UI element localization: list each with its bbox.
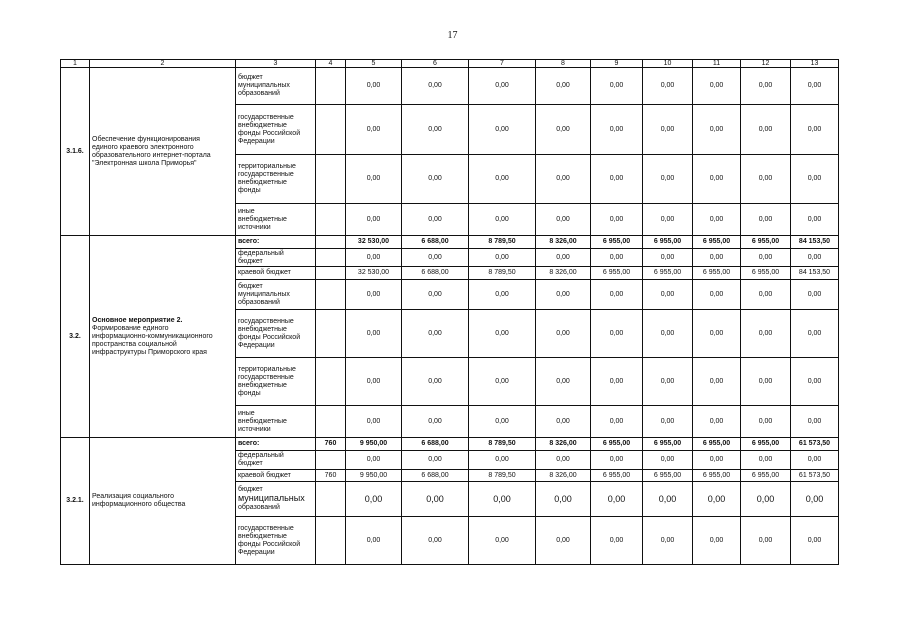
year-value: 0,00 — [741, 68, 791, 105]
funding-source — [236, 482, 316, 517]
column-number: 7 — [469, 60, 536, 68]
year-value: 6 955,00 — [591, 267, 643, 280]
grbs-code — [316, 155, 346, 204]
year-value: 0,00 — [591, 105, 643, 155]
item-name-line: образовательного интернет-портала — [92, 151, 211, 159]
column-number: 11 — [693, 60, 741, 68]
year-value: 0,00 — [402, 482, 469, 517]
year-value: 0,00 — [591, 310, 643, 358]
year-value: 0,00 — [346, 105, 402, 155]
year-value: 0,00 — [536, 249, 591, 267]
funding-source-line: фонды — [238, 187, 261, 194]
year-value: 0,00 — [536, 105, 591, 155]
total-value: 0,00 — [791, 280, 839, 310]
year-value: 0,00 — [469, 310, 536, 358]
year-value: 0,00 — [591, 451, 643, 470]
funding-source — [236, 438, 316, 451]
grbs-code — [316, 451, 346, 470]
funding-source — [236, 236, 316, 249]
year-value: 32 530,00 — [346, 236, 402, 249]
year-value: 6 955,00 — [693, 470, 741, 482]
item-code: 3.2. — [61, 236, 90, 438]
year-value: 0,00 — [693, 204, 741, 236]
year-value: 0,00 — [346, 204, 402, 236]
year-value: 0,00 — [346, 249, 402, 267]
funding-source-line: бюджет — [238, 257, 263, 265]
year-value: 8 789,50 — [469, 236, 536, 249]
item-name-line: Обеспечение функционирования — [92, 135, 200, 143]
funding-source-line: внебюджетные — [238, 325, 287, 333]
total-value: 84 153,50 — [791, 267, 839, 280]
total-value: 0,00 — [791, 68, 839, 105]
year-value: 9 950,00 — [346, 470, 402, 482]
year-value: 0,00 — [536, 482, 591, 517]
funding-source-line: фонды — [238, 389, 261, 397]
year-value: 0,00 — [693, 310, 741, 358]
year-value: 0,00 — [346, 155, 402, 204]
year-value: 0,00 — [346, 482, 402, 517]
year-value: 8 326,00 — [536, 438, 591, 451]
funding-source-line: образований — [238, 504, 280, 511]
year-value: 0,00 — [536, 155, 591, 204]
year-value: 8 326,00 — [536, 267, 591, 280]
total-value: 0,00 — [791, 482, 839, 517]
year-value: 0,00 — [693, 105, 741, 155]
funding-source — [236, 517, 316, 565]
year-value: 0,00 — [346, 68, 402, 105]
year-value: 6 955,00 — [741, 236, 791, 249]
year-value: 0,00 — [591, 249, 643, 267]
year-value: 6 688,00 — [402, 236, 469, 249]
funding-source — [236, 267, 316, 280]
funding-source-line: федеральный — [238, 452, 284, 459]
grbs-code — [316, 406, 346, 438]
funding-source-line: всего: — [238, 238, 260, 245]
year-value: 0,00 — [402, 204, 469, 236]
funding-source-line: внебюджетные — [238, 215, 287, 223]
year-value: 0,00 — [469, 249, 536, 267]
item-name-line: Реализация социального — [92, 493, 174, 500]
year-value: 0,00 — [469, 105, 536, 155]
year-value: 8 326,00 — [536, 470, 591, 482]
page-number: 17 — [447, 30, 458, 41]
column-number: 6 — [402, 60, 469, 68]
year-value: 0,00 — [693, 358, 741, 406]
funding-source-line: источники — [238, 223, 271, 231]
year-value: 8 789,50 — [469, 267, 536, 280]
funding-source-line: источники — [238, 425, 271, 433]
total-value: 0,00 — [791, 105, 839, 155]
year-value: 0,00 — [693, 68, 741, 105]
year-value: 0,00 — [402, 249, 469, 267]
year-value: 0,00 — [402, 155, 469, 204]
year-value: 0,00 — [591, 517, 643, 565]
year-value: 6 688,00 — [402, 267, 469, 280]
total-value: 0,00 — [791, 517, 839, 565]
year-value: 0,00 — [643, 358, 693, 406]
year-value: 0,00 — [643, 249, 693, 267]
item-name-line: единого краевого электронного — [92, 143, 194, 151]
funding-source-line: краевой бюджет — [238, 269, 291, 276]
year-value: 0,00 — [591, 68, 643, 105]
year-value: 0,00 — [469, 68, 536, 105]
funding-source-line: Федерации — [238, 548, 275, 556]
year-value: 0,00 — [741, 358, 791, 406]
year-value: 0,00 — [346, 517, 402, 565]
year-value: 0,00 — [741, 280, 791, 310]
funding-source — [236, 155, 316, 204]
year-value: 0,00 — [346, 358, 402, 406]
year-value: 6 688,00 — [402, 438, 469, 451]
funding-source-line: внебюджетные — [238, 121, 287, 129]
funding-source — [236, 249, 316, 267]
column-number: 3 — [236, 60, 316, 68]
funding-source-line: государственные — [238, 524, 294, 532]
column-number: 13 — [791, 60, 839, 68]
total-value: 0,00 — [791, 451, 839, 470]
column-number: 2 — [90, 60, 236, 68]
year-value: 0,00 — [402, 451, 469, 470]
funding-source-line: образований — [238, 298, 280, 306]
table-row — [61, 68, 839, 105]
item-name — [90, 236, 236, 438]
funding-source-line: муниципальных — [238, 82, 290, 89]
funding-source-line: бюджет — [238, 460, 263, 467]
funding-source-line: образований — [238, 90, 280, 97]
year-value: 0,00 — [536, 204, 591, 236]
grbs-code — [316, 68, 346, 105]
total-value: 0,00 — [791, 155, 839, 204]
total-value: 0,00 — [791, 249, 839, 267]
funding-source-line: иные — [238, 207, 255, 215]
year-value: 6 688,00 — [402, 470, 469, 482]
year-value: 0,00 — [741, 406, 791, 438]
funding-source-line: бюджет — [238, 486, 263, 493]
total-value: 61 573,50 — [791, 438, 839, 451]
year-value: 8 789,50 — [469, 438, 536, 451]
funding-source — [236, 310, 316, 358]
item-name-line: информационно-коммуникационного — [92, 332, 213, 340]
year-value: 6 955,00 — [591, 236, 643, 249]
funding-source-line: государственные — [238, 317, 294, 325]
year-value: 0,00 — [402, 310, 469, 358]
funding-source-line: Федерации — [238, 137, 275, 145]
column-number: 1 — [61, 60, 90, 68]
funding-source-line: бюджет — [238, 74, 263, 81]
year-value: 6 955,00 — [643, 236, 693, 249]
funding-source-line: внебюджетные — [238, 417, 287, 425]
year-value: 0,00 — [469, 451, 536, 470]
column-number: 8 — [536, 60, 591, 68]
year-value: 6 955,00 — [643, 267, 693, 280]
year-value: 0,00 — [402, 68, 469, 105]
funding-source — [236, 105, 316, 155]
funding-source-line: внебюджетные — [238, 532, 287, 540]
year-value: 0,00 — [536, 310, 591, 358]
grbs-code — [316, 105, 346, 155]
year-value: 6 955,00 — [741, 438, 791, 451]
item-name-line: информационного общества — [92, 501, 186, 508]
column-number-row — [61, 60, 839, 68]
table-row — [61, 236, 839, 249]
grbs-code — [316, 267, 346, 280]
year-value: 0,00 — [643, 105, 693, 155]
funding-source-line: внебюджетные — [238, 381, 287, 389]
column-number: 10 — [643, 60, 693, 68]
year-value: 0,00 — [741, 155, 791, 204]
year-value: 0,00 — [741, 204, 791, 236]
table-body — [61, 60, 839, 565]
funding-source-line: муниципальных — [238, 493, 305, 503]
grbs-code — [316, 249, 346, 267]
year-value: 6 955,00 — [693, 236, 741, 249]
funding-source — [236, 451, 316, 470]
year-value: 0,00 — [591, 406, 643, 438]
year-value: 6 955,00 — [741, 267, 791, 280]
year-value: 6 955,00 — [643, 470, 693, 482]
year-value: 0,00 — [469, 155, 536, 204]
year-value: 0,00 — [643, 482, 693, 517]
year-value: 32 530,00 — [346, 267, 402, 280]
table-row — [61, 438, 839, 451]
funding-source — [236, 204, 316, 236]
funding-source-line: муниципальных — [238, 290, 290, 298]
year-value: 0,00 — [741, 482, 791, 517]
year-value: 8 326,00 — [536, 236, 591, 249]
item-name-line: Основное мероприятие 2. — [92, 316, 183, 324]
year-value: 0,00 — [591, 280, 643, 310]
year-value: 0,00 — [346, 280, 402, 310]
funding-source-line: государственные — [238, 373, 294, 381]
year-value: 0,00 — [536, 517, 591, 565]
year-value: 0,00 — [643, 406, 693, 438]
column-number: 9 — [591, 60, 643, 68]
year-value: 6 955,00 — [693, 438, 741, 451]
year-value: 0,00 — [643, 68, 693, 105]
year-value: 0,00 — [469, 482, 536, 517]
year-value: 0,00 — [643, 280, 693, 310]
year-value: 0,00 — [741, 105, 791, 155]
total-value: 0,00 — [791, 358, 839, 406]
grbs-code — [316, 517, 346, 565]
year-value: 0,00 — [346, 310, 402, 358]
funding-source-line: всего: — [238, 440, 260, 447]
year-value: 0,00 — [643, 310, 693, 358]
year-value: 0,00 — [591, 204, 643, 236]
year-value: 0,00 — [693, 451, 741, 470]
year-value: 6 955,00 — [591, 438, 643, 451]
grbs-code — [316, 310, 346, 358]
year-value: 0,00 — [693, 406, 741, 438]
grbs-code: 760 — [316, 470, 346, 482]
grbs-code: 760 — [316, 438, 346, 451]
year-value: 0,00 — [402, 517, 469, 565]
funding-source-line: фонды Российской — [238, 540, 301, 548]
year-value: 0,00 — [346, 451, 402, 470]
year-value: 0,00 — [643, 155, 693, 204]
year-value: 6 955,00 — [643, 438, 693, 451]
funding-source-line: федеральный — [238, 249, 284, 257]
year-value: 0,00 — [693, 280, 741, 310]
item-name — [90, 438, 236, 565]
total-value: 0,00 — [791, 204, 839, 236]
year-value: 6 955,00 — [741, 470, 791, 482]
total-value: 0,00 — [791, 310, 839, 358]
funding-source-line: Федерации — [238, 341, 275, 349]
year-value: 0,00 — [693, 517, 741, 565]
funding-source — [236, 68, 316, 105]
grbs-code — [316, 236, 346, 249]
year-value: 0,00 — [536, 451, 591, 470]
item-name-line: Формирование единого — [92, 324, 169, 332]
total-value: 84 153,50 — [791, 236, 839, 249]
funding-source — [236, 280, 316, 310]
year-value: 8 789,50 — [469, 470, 536, 482]
year-value: 0,00 — [536, 280, 591, 310]
funding-source-line: территориальные — [238, 163, 296, 170]
year-value: 0,00 — [469, 517, 536, 565]
year-value: 0,00 — [643, 451, 693, 470]
year-value: 0,00 — [469, 280, 536, 310]
year-value: 0,00 — [346, 406, 402, 438]
year-value: 0,00 — [643, 204, 693, 236]
year-value: 0,00 — [536, 68, 591, 105]
year-value: 0,00 — [693, 155, 741, 204]
funding-source-line: краевой бюджет — [238, 471, 291, 479]
total-value: 61 573,50 — [791, 470, 839, 482]
year-value: 0,00 — [591, 358, 643, 406]
column-number: 4 — [316, 60, 346, 68]
grbs-code — [316, 204, 346, 236]
year-value: 0,00 — [693, 249, 741, 267]
year-value: 0,00 — [591, 482, 643, 517]
year-value: 0,00 — [469, 406, 536, 438]
funding-source — [236, 470, 316, 482]
year-value: 0,00 — [741, 310, 791, 358]
year-value: 6 955,00 — [591, 470, 643, 482]
year-value: 0,00 — [741, 517, 791, 565]
funding-source-line: внебюджетные — [238, 179, 287, 186]
funding-source-line: государственные — [238, 171, 294, 178]
year-value: 0,00 — [402, 358, 469, 406]
year-value: 0,00 — [643, 517, 693, 565]
year-value: 0,00 — [741, 451, 791, 470]
year-value: 0,00 — [402, 105, 469, 155]
column-number: 12 — [741, 60, 791, 68]
funding-source-line: фонды Российской — [238, 333, 301, 341]
grbs-code — [316, 482, 346, 517]
funding-source-line: государственные — [238, 113, 294, 121]
column-number: 5 — [346, 60, 402, 68]
item-name-line: инфраструктуры Приморского края — [92, 348, 207, 356]
funding-source — [236, 358, 316, 406]
funding-source-line: бюджет — [238, 282, 263, 290]
year-value: 0,00 — [536, 358, 591, 406]
year-value: 0,00 — [536, 406, 591, 438]
item-name — [90, 68, 236, 236]
grbs-code — [316, 280, 346, 310]
grbs-code — [316, 358, 346, 406]
year-value: 0,00 — [469, 358, 536, 406]
funding-source-line: иные — [238, 409, 255, 417]
year-value: 0,00 — [591, 155, 643, 204]
year-value: 6 955,00 — [693, 267, 741, 280]
year-value: 0,00 — [693, 482, 741, 517]
budget-table — [60, 59, 839, 565]
item-code: 3.1.6. — [61, 68, 90, 236]
funding-source-line: фонды Российской — [238, 129, 301, 137]
item-name-line: пространства социальной — [92, 340, 177, 348]
year-value: 0,00 — [741, 249, 791, 267]
year-value: 0,00 — [402, 406, 469, 438]
year-value: 0,00 — [469, 204, 536, 236]
item-code: 3.2.1. — [61, 438, 90, 565]
funding-source-line: территориальные — [238, 365, 296, 373]
funding-source — [236, 406, 316, 438]
year-value: 9 950,00 — [346, 438, 402, 451]
total-value: 0,00 — [791, 406, 839, 438]
item-name-line: "Электронная школа Приморья" — [92, 159, 197, 167]
year-value: 0,00 — [402, 280, 469, 310]
